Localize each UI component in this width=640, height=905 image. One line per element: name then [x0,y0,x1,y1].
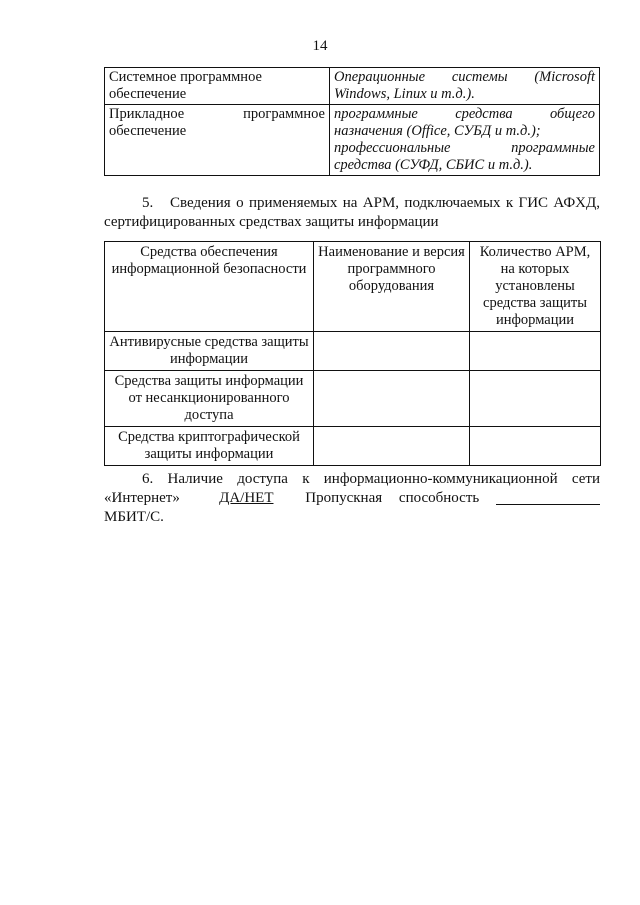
software-version-cell [314,371,470,427]
section-6-line [104,470,600,489]
arm-count-cell [470,332,601,371]
throughput-blank [496,489,600,505]
section-5-paragraph [104,194,600,232]
table-header-row [105,242,601,332]
throughput-label: Пропускная [305,490,383,506]
software-desc-cell [330,105,600,176]
column-header: Наименование и версия программного оборудования [314,242,470,332]
software-type-label: обеспечение [109,86,187,102]
table-row [105,332,601,371]
software-desc-line: назначения (Office, СУБД и т.д.); [334,123,541,139]
section-6-paragraph [104,470,600,527]
internet-label: «Интернет» [104,490,180,506]
section-6-word: Наличие [167,471,223,487]
section-number: 6. [142,471,154,487]
throughput-unit: МБИТ/С. [104,509,164,525]
table-row [105,371,601,427]
throughput-label: способность [398,490,480,506]
section-6-word: доступа [237,471,288,487]
yes-no-field [197,489,289,508]
software-desc-cell [330,68,600,105]
section-6-word: сети [571,471,600,487]
arm-count-cell [470,371,601,427]
software-desc-line: средства (СУФД, СБИС и т.д.). [334,157,533,173]
protection-tool-name: Средства криптографической защиты информации [105,427,314,466]
software-table [104,67,600,176]
table-row [105,427,601,466]
software-type-cell [105,68,330,105]
table-row [105,105,600,176]
section-6-line [104,489,600,508]
section-number: 5. [142,195,154,211]
section-5-text: Сведения о применяемых на АРМ, подключаемых к ГИС АФХД, сертифицированных средствах защиты информации [104,195,600,230]
page-number: 14 [312,38,328,54]
software-desc-line: программные средства общего [334,106,595,122]
column-header: Средства обеспечения информационной безопасности [105,242,314,332]
section-6-word: информационно-коммуникационной [323,471,558,487]
software-type-label: Системное программное [109,69,262,85]
software-desc-line: профессиональные программные [334,140,595,156]
software-desc-line: Windows, Linux и т.д.). [334,86,475,102]
table-row [105,68,600,105]
arm-count-cell [470,427,601,466]
software-type-label: обеспечение [109,123,187,139]
protection-tool-name: Антивирусные средства защиты информации [105,332,314,371]
protection-tool-name: Средства защиты информации от несанкционированного доступа [105,371,314,427]
column-header: Количество АРМ, на которых установлены средства защиты информации [470,242,601,332]
software-version-cell [314,427,470,466]
protection-tools-table [104,241,601,466]
yes-no-value: ДА/НЕТ [219,490,274,506]
section-6-word: к [302,471,310,487]
software-version-cell [314,332,470,371]
software-type-label: Прикладное программное [109,106,325,122]
software-desc-line: Операционные системы (Microsoft [334,69,595,85]
software-type-cell [105,105,330,176]
